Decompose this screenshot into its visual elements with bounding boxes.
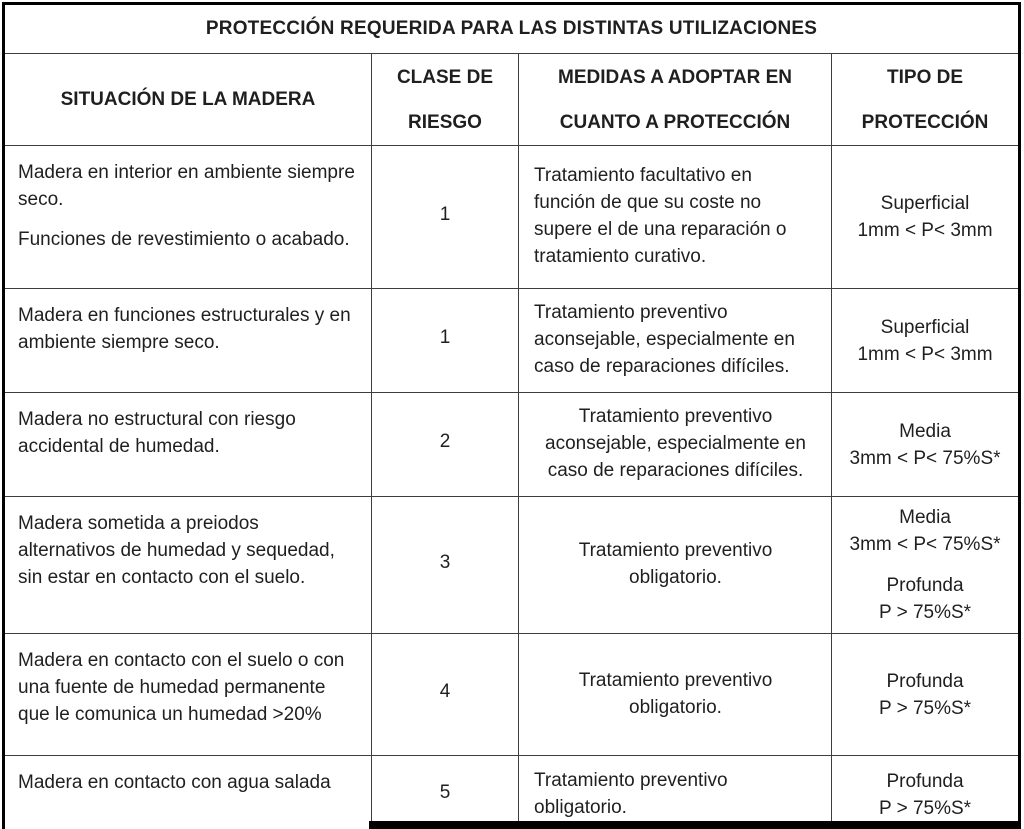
tipo-group xyxy=(840,418,1010,472)
tipo-line: P > 75%S* xyxy=(878,798,972,819)
tipo-line: Media xyxy=(899,420,951,442)
cell-medidas: Tratamiento preventivo obligatorio. xyxy=(519,756,832,829)
situacion-paragraph: Madera en contacto con agua salada xyxy=(18,772,331,793)
tipo-group xyxy=(840,190,1010,244)
cell-clase-riesgo: 1 xyxy=(372,146,519,289)
header-tipo-proteccion: TIPO DE PROTECCIÓN xyxy=(832,54,1020,146)
tipo-line: Profunda xyxy=(886,670,964,692)
tipo-line: Profunda xyxy=(886,575,964,596)
cell-clase-riesgo: 3 xyxy=(372,497,519,634)
tipo-line: P > 75%S* xyxy=(878,697,972,719)
cell-medidas: Tratamiento preventivo obligatorio. xyxy=(519,634,832,756)
tipo-group xyxy=(840,668,1010,722)
tipo-line: P > 75%S* xyxy=(878,602,972,623)
cell-situacion xyxy=(4,497,372,634)
tipo-group xyxy=(840,572,1010,626)
table-row xyxy=(4,146,1020,289)
tipo-line: 1mm < P< 3mm xyxy=(857,220,993,241)
table-row xyxy=(4,393,1020,497)
situacion-paragraph: Madera no estructural con riesgo accidental de humedad. xyxy=(18,409,296,457)
cell-tipo-proteccion xyxy=(832,289,1020,393)
situacion-paragraph: Madera en interior en ambiente siempre seco. xyxy=(18,162,355,210)
table-row xyxy=(4,289,1020,393)
situacion-paragraph: Madera en funciones estructurales y en ambiente siempre seco. xyxy=(18,305,351,353)
title-row xyxy=(4,4,1020,54)
header-clase-riesgo: CLASE DE RIESGO xyxy=(372,54,519,146)
tipo-line: Media xyxy=(899,507,951,528)
cell-clase-riesgo: 4 xyxy=(372,634,519,756)
cell-situacion xyxy=(4,756,372,829)
table-row xyxy=(4,756,1020,829)
cell-tipo-proteccion xyxy=(832,146,1020,289)
cell-medidas: Tratamiento preventivo aconsejable, especialmente en caso de reparaciones difíciles. xyxy=(519,393,832,497)
cutoff-next-row-bar xyxy=(369,821,1018,829)
protection-table xyxy=(2,2,1021,829)
table-row xyxy=(4,497,1020,634)
cell-medidas: Tratamiento preventivo obligatorio. xyxy=(519,497,832,634)
cell-tipo-proteccion xyxy=(832,756,1020,829)
situacion-paragraph: Madera en contacto con el suelo o con una fuente de humedad permanente que le comunica un humedad >20% xyxy=(18,650,345,725)
cell-tipo-proteccion xyxy=(832,497,1020,634)
tipo-line: 1mm < P< 3mm xyxy=(857,343,993,365)
tipo-line: Superficial xyxy=(880,193,970,214)
header-row xyxy=(4,54,1020,146)
cell-situacion xyxy=(4,393,372,497)
cell-situacion xyxy=(4,146,372,289)
cell-clase-riesgo: 1 xyxy=(372,289,519,393)
tipo-line: 3mm < P< 75%S* xyxy=(849,447,1001,469)
header-medidas: MEDIDAS A ADOPTAR EN CUANTO A PROTECCIÓN xyxy=(519,54,832,146)
cell-tipo-proteccion xyxy=(832,393,1020,497)
tipo-group xyxy=(840,504,1010,558)
table-title: PROTECCIÓN REQUERIDA PARA LAS DISTINTAS UTILIZACIONES xyxy=(4,4,1020,54)
cell-medidas: Tratamiento facultativo en función de que su coste no supere el de una reparación o tratamiento curativo. xyxy=(519,146,832,289)
tipo-group xyxy=(840,768,1010,822)
situacion-paragraph: Madera sometida a preiodos alternativos de humedad y sequedad, sin estar en contacto con el suelo. xyxy=(18,513,335,588)
cell-medidas: Tratamiento preventivo aconsejable, especialmente en caso de reparaciones difíciles. xyxy=(519,289,832,393)
cell-situacion xyxy=(4,289,372,393)
table-row xyxy=(4,634,1020,756)
cell-situacion xyxy=(4,634,372,756)
tipo-line: 3mm < P< 75%S* xyxy=(849,534,1001,555)
tipo-group xyxy=(840,314,1010,368)
cell-clase-riesgo: 2 xyxy=(372,393,519,497)
header-situacion: SITUACIÓN DE LA MADERA xyxy=(4,54,372,146)
tipo-line: Superficial xyxy=(880,316,970,338)
cell-tipo-proteccion xyxy=(832,634,1020,756)
tipo-line: Profunda xyxy=(886,771,964,792)
cell-clase-riesgo: 5 xyxy=(372,756,519,829)
situacion-paragraph: Funciones de revestimiento o acabado. xyxy=(18,229,350,250)
